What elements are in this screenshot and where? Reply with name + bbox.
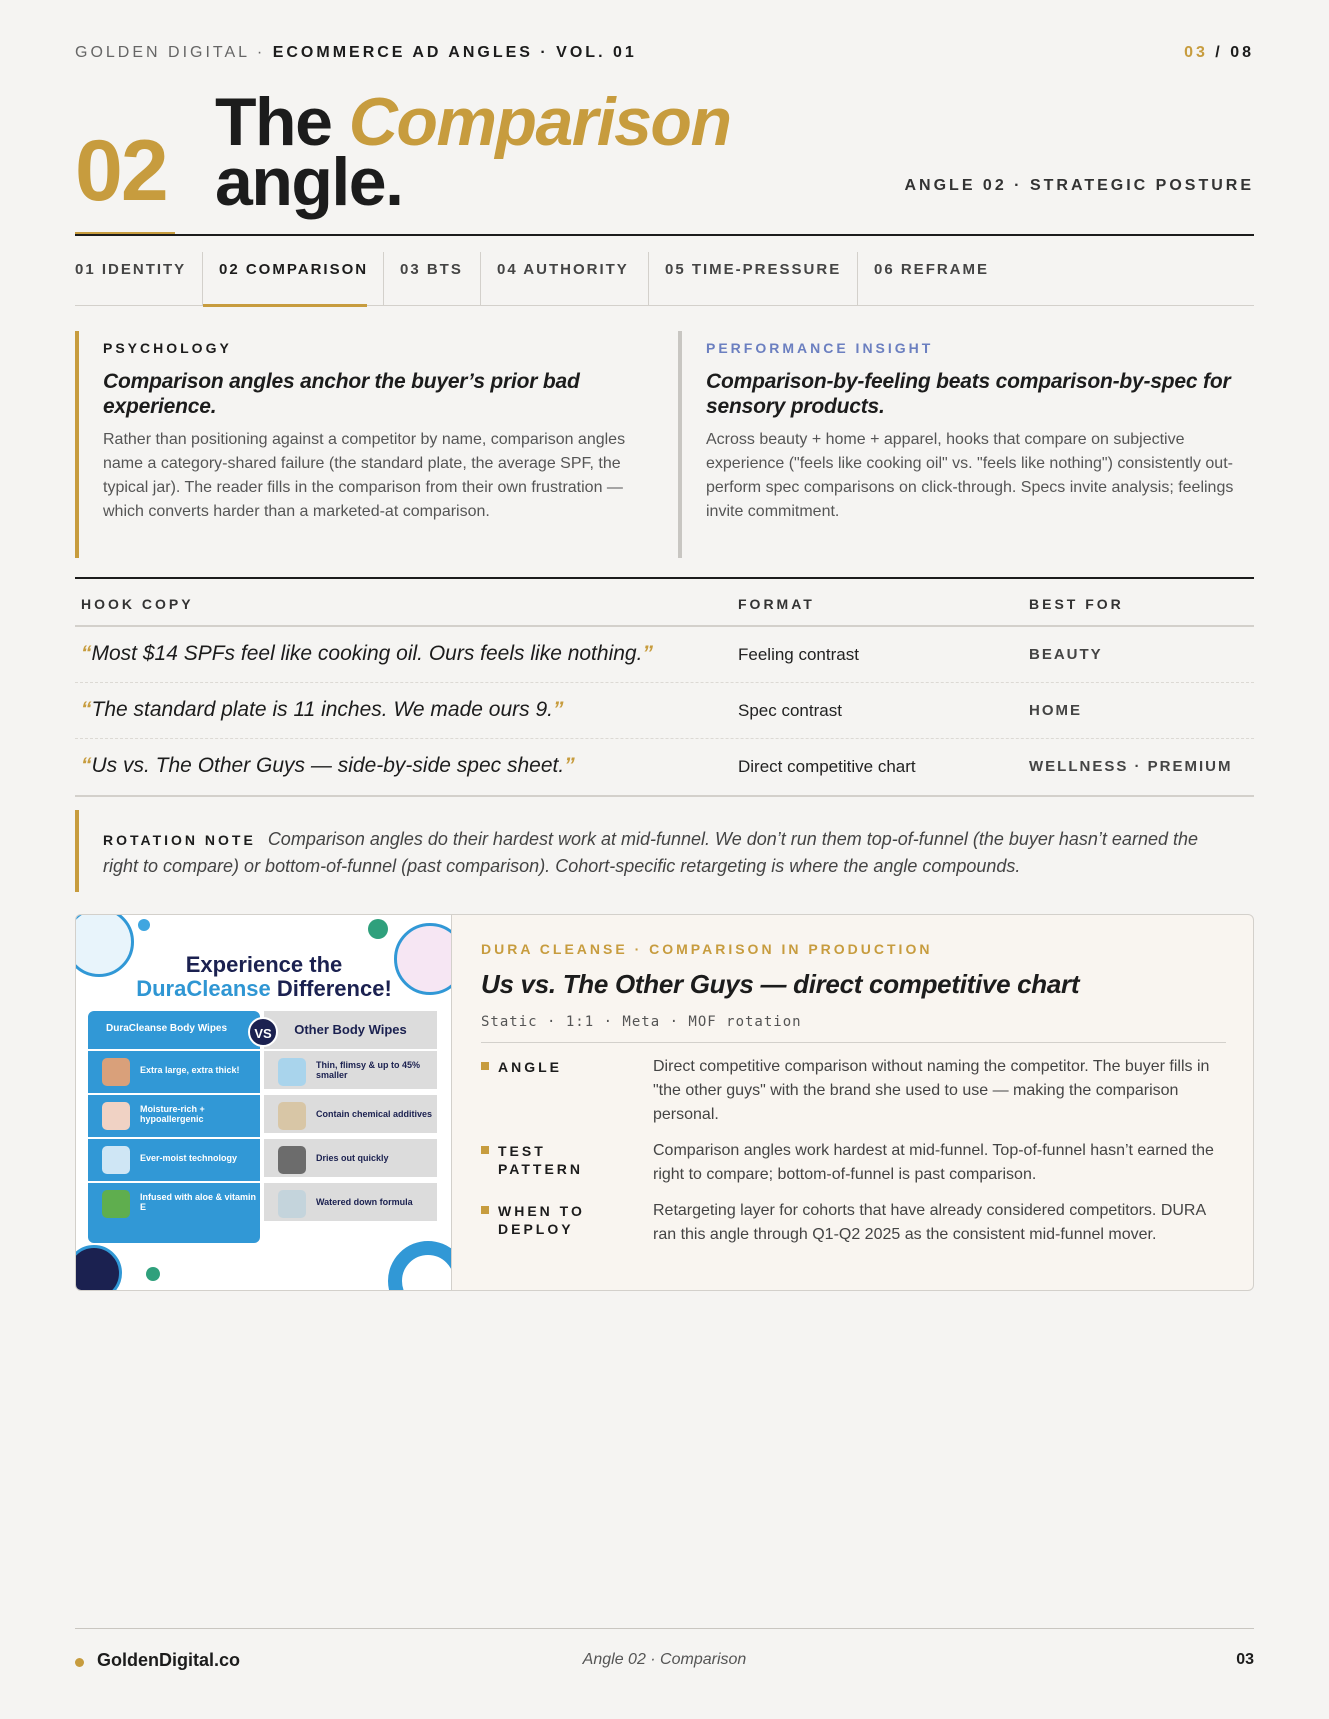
strategic-posture-label: ANGLE 02 · STRATEGIC POSTURE [904,177,1254,194]
performance-panel [678,331,1254,558]
detail-text: Retargeting layer for cohorts that have already considered competitors. DURA ran this angle through Q1-Q2 2025 as the consistent mid-funnel mover. [653,1202,1206,1243]
rotation-note-label: ROTATION NOTE [103,832,256,848]
decor-dot [138,919,150,931]
tab-bts[interactable]: 03 BTS [384,252,481,306]
ad-right-item-text: Watered down formula [316,1197,413,1207]
product-thumb-icon [278,1190,306,1218]
ad-headline-line-2: Difference! [270,976,392,1001]
page-current: 03 [1184,44,1208,61]
header-hook-copy: HOOK COPY [81,596,194,612]
case-kicker: DURA CLEANSE · COMPARISON IN PRODUCTION [481,941,933,957]
ad-right-item-text: Thin, flimsy & up to 45% smaller [316,1060,421,1080]
header-format: FORMAT [738,596,815,612]
ad-headline-brand: DuraCleanse [136,976,271,1001]
ad-headline [76,953,452,1001]
performance-heading: Comparison-by-feeling beats comparison-by-spec for sensory products. [706,370,1231,418]
footer-site-link[interactable]: GoldenDigital.co [75,1650,240,1671]
rotation-note-text: Comparison angles do their hardest work at mid-funnel. We don’t run them top-of-funnel (the buyer hasn’t earned the right to compare) or bottom-of-funnel (past comparison). Cohort-specific retargeting is where the angle compounds. [103,829,1198,876]
page-title [215,84,731,220]
ad-left-item [88,1049,260,1089]
ad-left-item-text: Infused with aloe & vitamin E [140,1192,257,1212]
hook-best-for: BEAUTY [1029,646,1103,663]
table-header [75,579,1254,627]
tab-time-pressure[interactable]: 05 TIME-PRESSURE [649,252,858,306]
page-total: / 08 [1207,44,1254,61]
footer-page-number: 03 [1236,1651,1254,1668]
case-title: Us vs. The Other Guys — direct competitive chart [481,969,1080,999]
page-indicator [1184,44,1254,62]
brand-name: GOLDEN DIGITAL · [75,44,273,61]
case-study-details [481,941,1226,1247]
hook-format: Spec contrast [738,701,842,720]
ad-right-item-text: Dries out quickly [316,1153,389,1163]
header-best-for: BEST FOR [1029,596,1124,612]
psychology-heading: Comparison angles anchor the buyer’s prior bad experience. [103,370,580,418]
header-divider [75,234,1254,236]
ad-left-item-text: Moisture-rich + hypoallergenic [140,1104,205,1124]
ad-right-item [264,1093,437,1133]
hook-text: The standard plate is 11 inches. We made ours 9. [91,698,553,721]
table-row [75,739,1254,795]
product-thumb-icon [278,1102,306,1130]
ad-left-item [88,1181,260,1221]
ad-right-item [264,1137,437,1177]
case-meta: Static · 1:1 · Meta · MOF rotation [481,1014,1226,1043]
ad-left-item [88,1093,260,1133]
close-quote-icon: ” [564,754,575,777]
open-quote-icon: “ [81,642,92,665]
product-thumb-icon [102,1146,130,1174]
product-package-icon [76,1245,122,1291]
hook-best-for: HOME [1029,702,1082,719]
table-row [75,627,1254,683]
detail-test-pattern [481,1139,1226,1187]
angle-number: 02 [75,123,167,219]
performance-body: Across beauty + home + apparel, hooks that compare on subjective experience ("feels like cooking oil" vs. "feels like nothing") consistently out-perform spec comparisons on click-through. Specs invite analysis; feelings invite commitment. [706,431,1234,520]
product-thumb-icon [278,1146,306,1174]
product-thumb-icon [102,1058,130,1086]
hook-format: Direct competitive chart [738,757,916,776]
hook-best-for: WELLNESS · PREMIUM [1029,758,1233,775]
decor-dot [146,1267,160,1281]
ad-right-item-text: Contain chemical additives [316,1109,433,1119]
hook-copy [81,698,563,722]
rotation-note [75,810,1254,892]
footer-divider [75,1628,1254,1629]
ad-creative-image [76,915,452,1291]
series-name: ECOMMERCE AD ANGLES · VOL. 01 [272,44,637,61]
decor-ring [388,1241,452,1291]
performance-kicker: PERFORMANCE INSIGHT [706,340,934,356]
tab-identity[interactable]: 01 IDENTITY [75,252,203,306]
ad-headline-line-1: Experience the [185,952,343,977]
hook-copy [81,754,575,778]
title-line-2: angle. [215,144,403,220]
psychology-panel [75,331,655,558]
hook-text: Us vs. The Other Guys — side-by-side spec sheet. [91,754,565,777]
hook-text: Most $14 SPFs feel like cooking oil. Ours feels like nothing. [91,642,643,665]
close-quote-icon: ” [642,642,653,665]
detail-text: Direct competitive comparison without naming the competitor. The buyer fills in "the other guys" with the brand she used to use — making the comparison personal. [653,1058,1210,1123]
angle-tabs [75,252,1254,306]
product-thumb-icon [102,1190,130,1218]
ad-left-item-text: Extra large, extra thick! [140,1065,240,1075]
hook-copy [81,642,653,666]
hook-format: Feeling contrast [738,645,859,664]
decor-dot [368,919,388,939]
top-bar [75,44,1254,68]
footer [75,1650,1254,1674]
page [75,0,1254,1719]
tab-comparison[interactable]: 02 COMPARISON [203,252,384,306]
detail-when-to-deploy [481,1199,1226,1247]
brand-series [75,44,637,61]
ad-left-item-text: Ever-moist technology [140,1153,238,1163]
close-quote-icon: ” [552,698,564,721]
detail-angle [481,1055,1226,1127]
ad-left-item [88,1137,260,1177]
psychology-body: Rather than positioning against a competitor by name, comparison angles name a category-shared failure (the standard plate, the average SPF, the typical jar). The reader fills in the comparison from their own frustration — which converts harder than a marketed-at comparison. [103,431,626,520]
table-row [75,683,1254,739]
ad-left-header: DuraCleanse Body Wipes [106,1023,228,1034]
hook-copy-table [75,577,1254,797]
tab-reframe[interactable]: 06 REFRAME [874,261,990,278]
ad-right-header: Other Body Wipes [264,1011,437,1049]
footer-section: Angle 02 · Comparison [582,1651,747,1668]
title-accent: Comparison [348,84,731,160]
detail-label: WHEN TO DEPLOY [481,1202,621,1238]
open-quote-icon: “ [81,754,92,777]
ad-right-item [264,1049,437,1089]
tab-authority[interactable]: 04 AUTHORITY [481,252,649,306]
ad-right-item [264,1181,437,1221]
detail-label: ANGLE [481,1058,631,1076]
detail-text: Comparison angles work hardest at mid-funnel. Top-of-funnel hasn’t earned the right to compare; bottom-of-funnel is past comparison. [653,1142,1214,1183]
product-thumb-icon [278,1058,306,1086]
open-quote-icon: “ [81,698,92,721]
product-thumb-icon [102,1102,130,1130]
vs-badge: VS [248,1017,278,1047]
psychology-kicker: PSYCHOLOGY [103,340,232,356]
title-plain: The [215,84,349,160]
case-study-card [75,914,1254,1291]
detail-label: TEST PATTERN [481,1142,631,1178]
